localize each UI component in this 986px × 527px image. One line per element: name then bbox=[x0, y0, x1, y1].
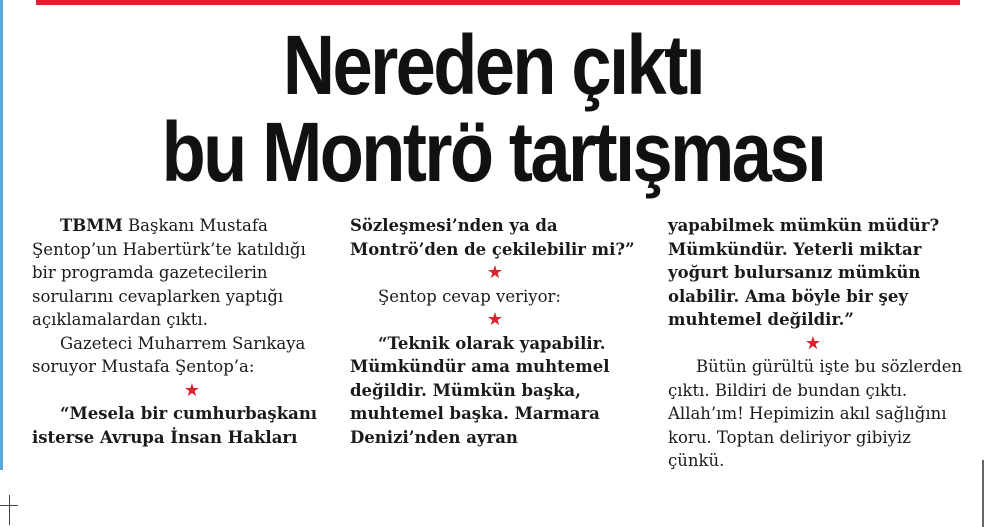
star-separator-icon: ★ bbox=[183, 379, 201, 401]
question-quote-end: Sözleşmesi’nden ya da Montrö’den de çekilebilir mi?” bbox=[350, 216, 635, 259]
page-edge-line bbox=[982, 460, 984, 527]
column-3 bbox=[668, 214, 968, 473]
star-separator-icon: ★ bbox=[486, 309, 504, 330]
top-red-rule bbox=[36, 0, 960, 5]
star-separator-icon: ★ bbox=[486, 262, 504, 283]
closing-paragraph: Bütün gürültü işte bu sözlerden çıktı. Bildiri de bundan çıktı. Allah’ım! Hepimizin akıl sağlığını koru. Toptan deliriyor gibiyiz çünkü. bbox=[668, 357, 963, 470]
intro-lead: TBMM bbox=[60, 216, 123, 235]
question-intro-paragraph: Gazeteci Muharrem Sarıkaya soruyor Mustafa Şentop’a: bbox=[32, 333, 306, 376]
answer-intro-paragraph: Şentop cevap veriyor: bbox=[378, 286, 561, 306]
headline-line-1: Nereden çıktı bbox=[282, 18, 704, 112]
crop-mark-vertical bbox=[9, 495, 10, 525]
intro-text: Başkanı Mustafa Şentop’un Habertürk’te katıldığı bir programda gazetecilerin sorularını cevaplarken yaptığı açıklamalardan çıktı. bbox=[32, 216, 306, 329]
star-separator-icon: ★ bbox=[804, 332, 822, 354]
headline bbox=[69, 18, 917, 199]
answer-quote-start: “Teknik olarak yapabilir. Mümkündür ama muhtemel değildir. Mümkün başka, muhtemel başka. Marmara Denizi’nden ayran bbox=[350, 333, 610, 447]
intro-paragraph bbox=[32, 214, 322, 332]
column-2 bbox=[350, 214, 650, 449]
left-blue-rule bbox=[0, 0, 3, 470]
column-1 bbox=[32, 214, 322, 449]
question-quote-start: “Mesela bir cumhurbaşkanı isterse Avrupa İnsan Hakları bbox=[32, 404, 318, 447]
headline-line-2: bu Montrö tartışması bbox=[161, 105, 825, 199]
answer-quote-end: yapabilmek mümkün müdür? Mümkündür. Yeterli miktar yoğurt bulursanız mümkün olabilir. Ama böyle bir şey muhtemel değildir.” bbox=[668, 216, 940, 329]
